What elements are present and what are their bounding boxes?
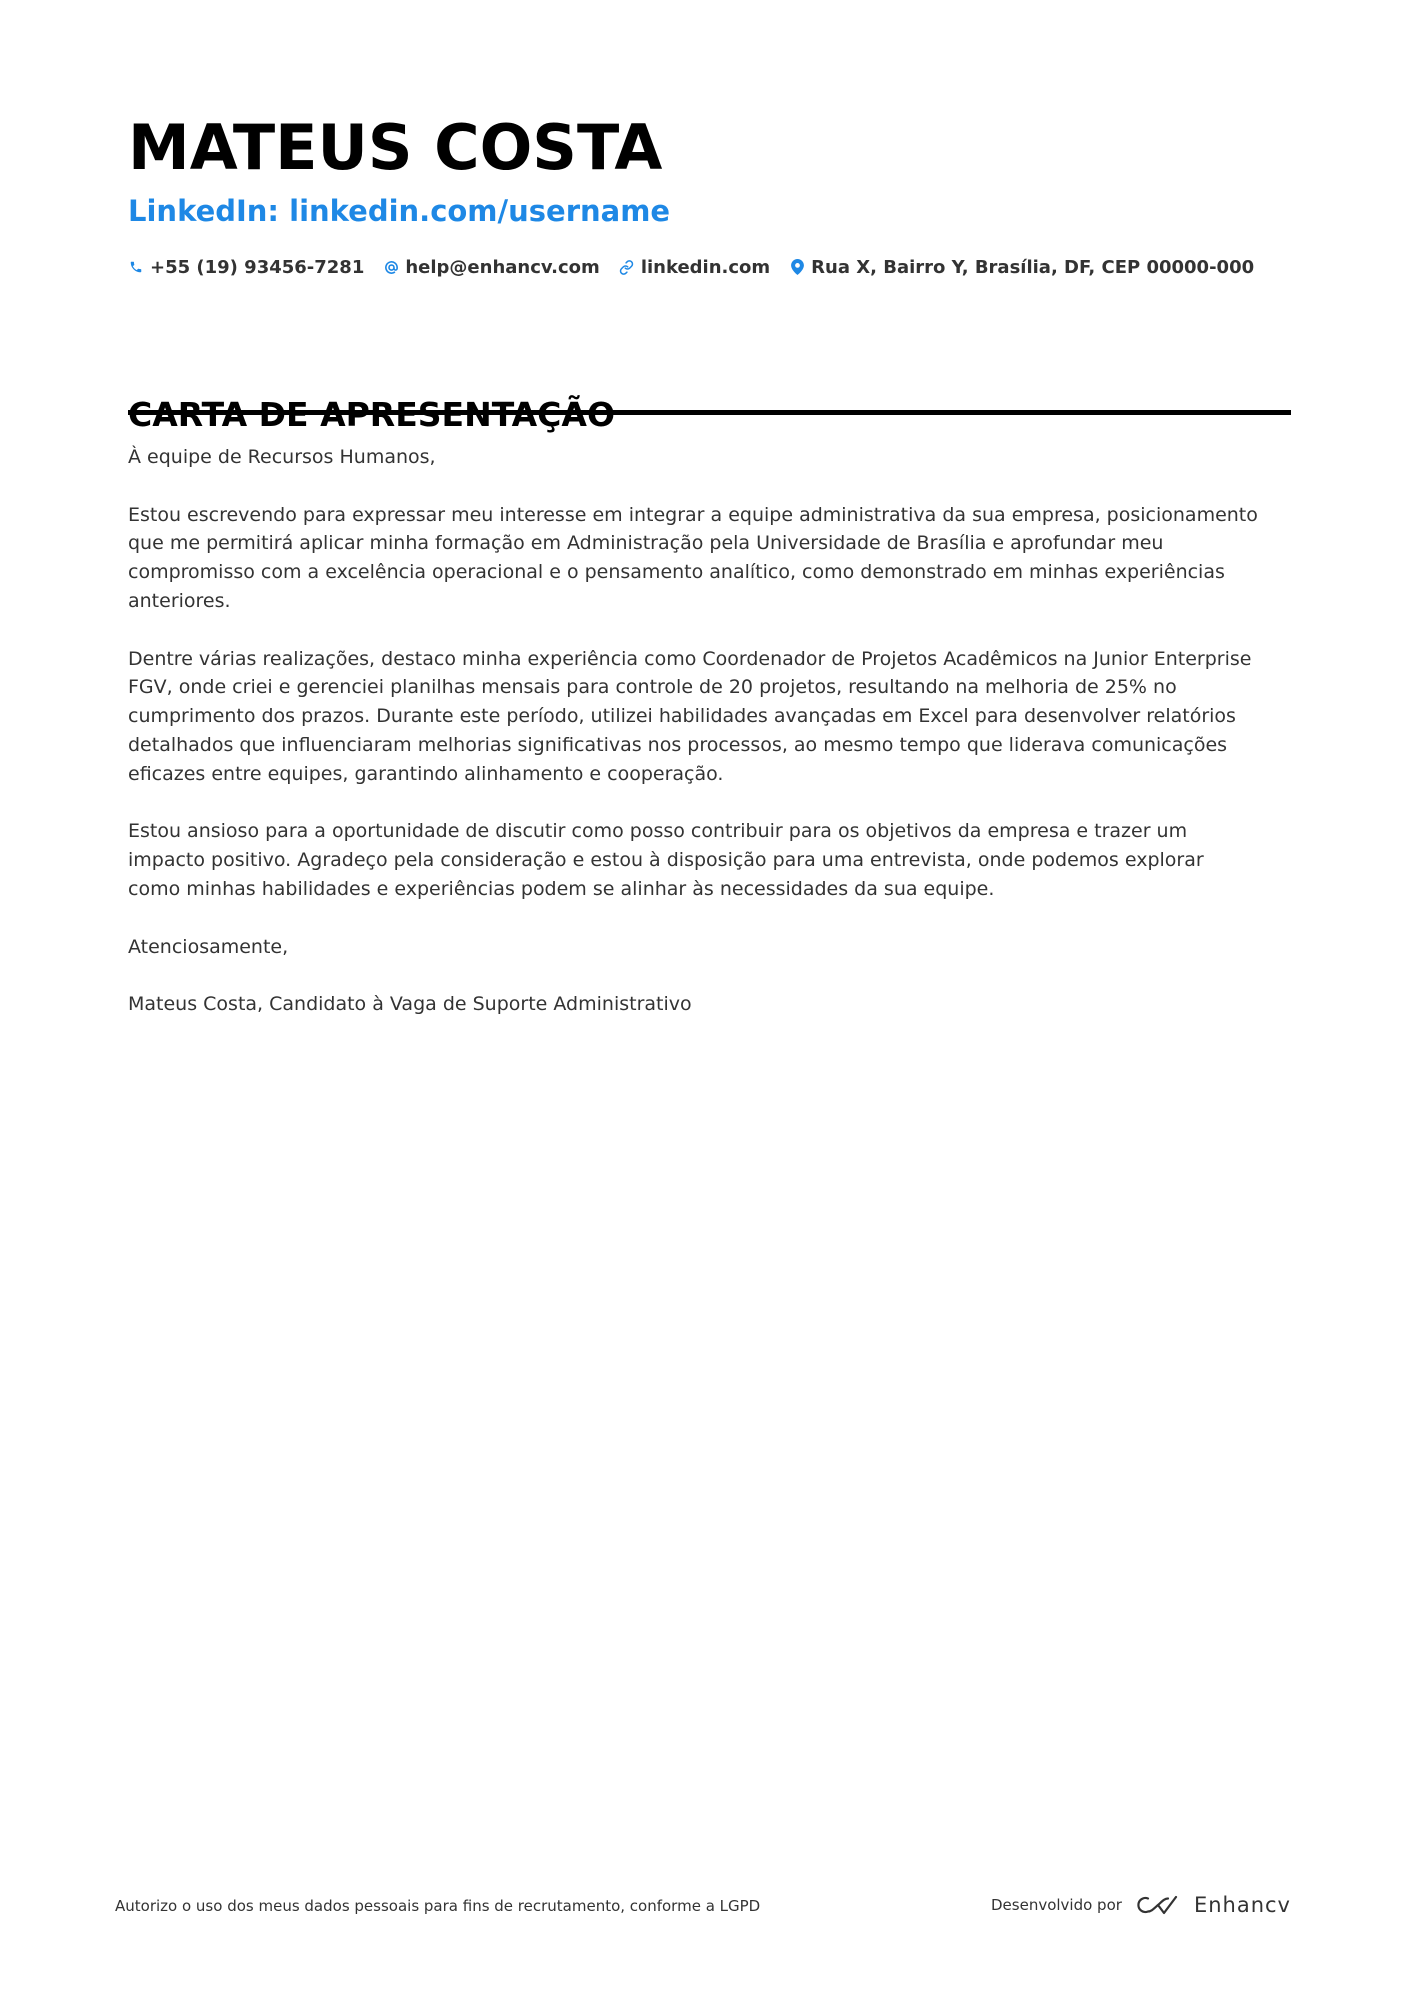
- phone-icon: [128, 258, 144, 276]
- lgpd-consent-note: Autorizo o uso dos meus dados pessoais para fins de recrutamento, conforme a LGPD: [115, 1897, 761, 1915]
- contact-phone-text: +55 (19) 93456-7281: [150, 256, 365, 278]
- letter-greeting: À equipe de Recursos Humanos,: [128, 446, 436, 468]
- enhancv-logo-icon: [1134, 1892, 1182, 1918]
- at-icon: [383, 258, 399, 276]
- contact-address: [789, 257, 1254, 278]
- linkedin-subtitle: LinkedIn: linkedin.com/username: [128, 194, 671, 228]
- letter-signature: Mateus Costa, Candidato à Vaga de Suporte Administrativo: [128, 993, 692, 1016]
- contact-address-text: Rua X, Bairro Y, Brasília, DF, CEP 00000-000: [811, 256, 1255, 278]
- contact-email-text: help@enhancv.com: [405, 256, 600, 278]
- credit-label: Desenvolvido por: [991, 1896, 1122, 1914]
- letter-paragraph: Estou escrevendo para expressar meu interesse em integrar a equipe administrativa da sua empresa, posicionamento que me permitirá aplicar minha formação em Administração pela Universidade de Brasília e aprofundar meu compromisso com a excelência operacional e o pensamento analítico, como demonstrado em minhas experiências anteriores.: [128, 503, 1258, 612]
- section-divider: [128, 410, 1291, 415]
- location-pin-icon: [789, 258, 805, 276]
- candidate-name: MATEUS COSTA: [128, 111, 663, 184]
- section-title: [128, 393, 615, 437]
- contact-linkedin-text: linkedin.com: [640, 256, 771, 278]
- contact-phone: [128, 257, 364, 278]
- contact-linkedin: [619, 257, 770, 278]
- enhancv-wordmark: Enhancv: [1193, 1893, 1291, 1917]
- footer-credit: [991, 1890, 1291, 1920]
- letter-closing: Atenciosamente,: [128, 935, 289, 958]
- letter-paragraph: Dentre várias realizações, destaco minha experiência como Coordenador de Projetos Acadêmicos na Junior Enterprise FGV, onde criei e gerenciei planilhas mensais para controle de 20 projetos, resultando na melhoria de 25% no cumprimento dos prazos. Durante este período, utilizei habilidades avançadas em Excel para desenvolver relatórios detalhados que influenciaram melhorias significativas nos processos, ao mesmo tempo que liderava comunicações eficazes entre equipes, garantindo alinhamento e cooperação.: [128, 647, 1252, 785]
- letter-paragraph: Estou ansioso para a oportunidade de discutir como posso contribuir para os objetivos da empresa e trazer um impacto positivo. Agradeço pela consideração e estou à disposição para uma entrevista, onde podemos explorar como minhas habilidades e experiências podem se alinhar às necessidades da sua equipe.: [128, 820, 1204, 900]
- link-icon: [619, 258, 635, 276]
- letter-body: [128, 443, 1298, 1048]
- contact-bar: [128, 252, 1273, 282]
- contact-email: [383, 257, 599, 278]
